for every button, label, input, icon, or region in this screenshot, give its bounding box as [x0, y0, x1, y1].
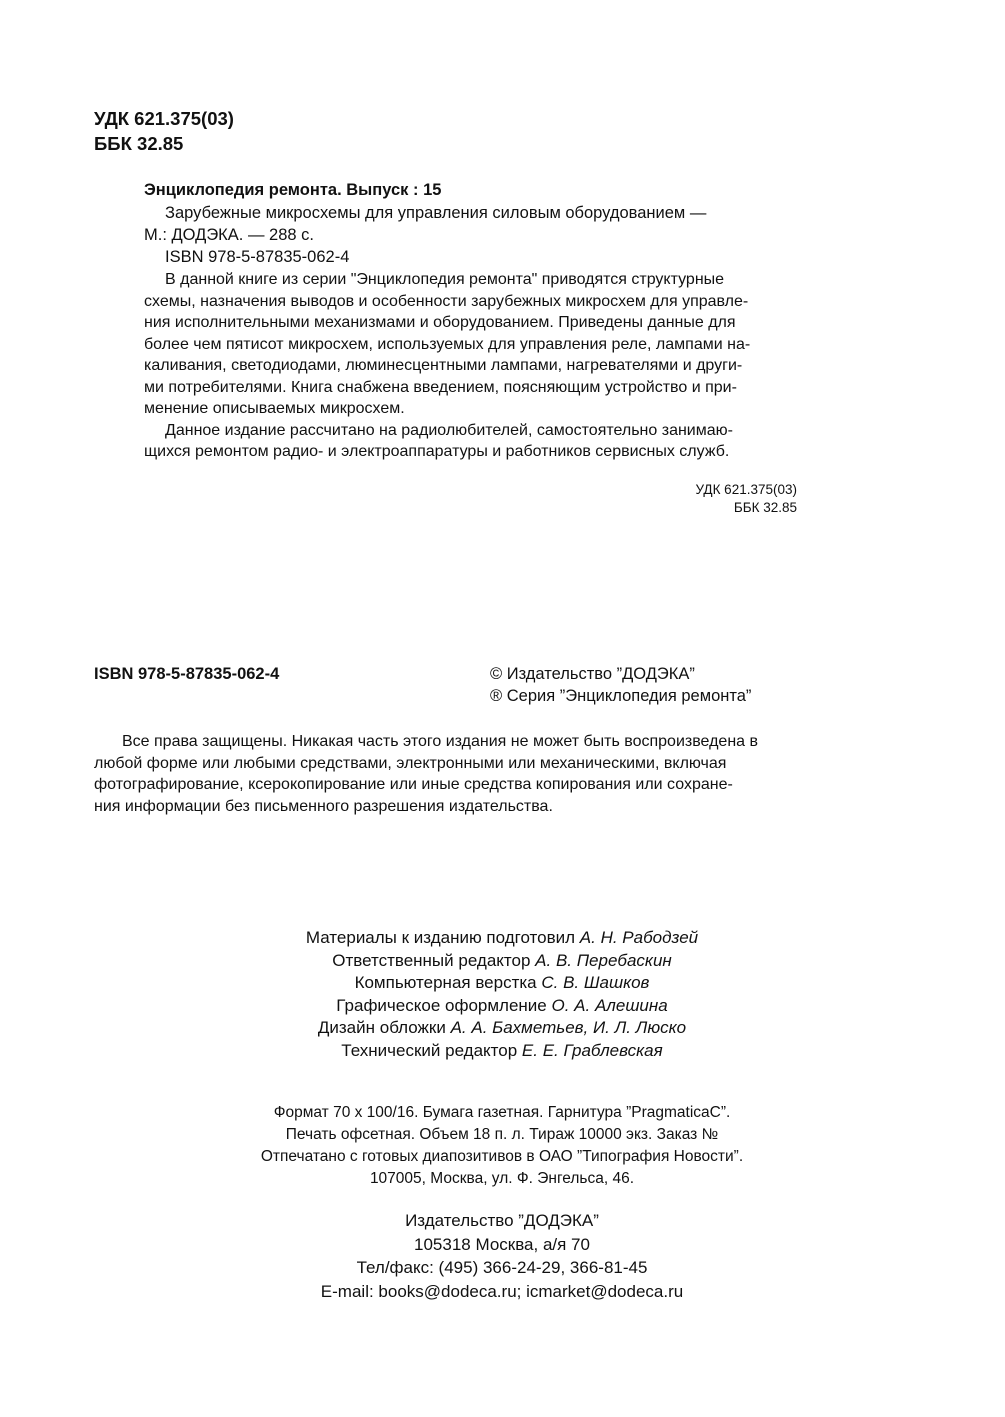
description-line: более чем пятисот микросхем, используемых для управления реле, лампами на-: [144, 335, 751, 353]
publisher-email: E-mail: books@dodeca.ru; icmarket@dodeca.ru: [320, 1281, 684, 1301]
abstract-classification: [600, 481, 797, 516]
description-line: ния исполнительными механизмами и оборудованием. Приведены данные для: [144, 314, 736, 331]
print-info-line: Печать офсетная. Объем 18 п. л. Тираж 10000 экз. Заказ №: [285, 1126, 719, 1143]
credit-role: Технический редактор: [341, 1040, 518, 1060]
abstract-line2: М.: ДОДЭКА. — 288 с.: [144, 226, 314, 244]
rights-line: Все права защищены. Никакая часть этого издания не может быть воспроизведена в: [122, 733, 759, 750]
print-info-line: Формат 70 х 100/16. Бумага газетная. Гарнитура ”PragmaticaC”.: [273, 1104, 731, 1121]
credits: [202, 927, 802, 1062]
credit-line: [202, 1040, 802, 1063]
description-line: схемы, назначения выводов и особенности зарубежных микросхем для управле-: [144, 292, 749, 310]
description-line: В данной книге из серии "Энциклопедия ремонта" приводятся структурные: [165, 271, 725, 288]
credit-name: А. Н. Рабодзей: [579, 928, 699, 947]
copyright-notice: © Издательство ”ДОДЭКА”: [490, 665, 695, 683]
rights-line: любой форме или любыми средствами, электронными или механическими, включая: [94, 754, 727, 772]
credit-line: [202, 1017, 802, 1040]
abstract-udk: УДК 621.375(03): [695, 482, 797, 497]
credit-name: О. А. Алешина: [551, 995, 668, 1015]
credit-role: Графическое оформление: [336, 995, 547, 1015]
print-info: [202, 1102, 802, 1190]
abstract-title: Энциклопедия ремонта. Выпуск : 15: [144, 181, 442, 199]
series-notice: ® Серия ”Энциклопедия ремонта”: [490, 687, 752, 705]
publisher-name: Издательство ”ДОДЭКА”: [405, 1211, 599, 1230]
credit-role: Ответственный редактор: [332, 950, 531, 970]
credit-line: [202, 972, 802, 995]
description-line: менение описываемых микросхем.: [144, 400, 405, 417]
header-bbk: ББК 32.85: [94, 133, 184, 154]
credit-line: [202, 927, 802, 950]
rights-line: фотографирование, ксерокопирование или иные средства копирования или сохране-: [94, 776, 733, 793]
rights-line: ния информации без письменного разрешения издательства.: [94, 797, 553, 815]
abstract-bbk: ББК 32.85: [733, 499, 797, 515]
publisher-phone: Тел/факс: (495) 366-24-29, 366-81-45: [356, 1258, 648, 1277]
credit-name: А. А. Бахметьев, И. Л. Люско: [450, 1018, 687, 1037]
credit-name: С. В. Шашков: [541, 973, 650, 992]
credit-role: Дизайн обложки: [317, 1018, 446, 1037]
audience-line: щихся ремонтом радио- и электроаппаратуры и работников сервисных служб.: [144, 443, 730, 460]
credit-role: Материалы к изданию подготовил: [305, 928, 576, 947]
credit-name: А. В. Перебаскин: [535, 950, 672, 970]
credit-line: [202, 995, 802, 1018]
abstract-line1: Зарубежные микросхемы для управления силовым оборудованием —: [165, 204, 707, 222]
isbn: ISBN 978-5-87835-062-4: [94, 665, 280, 683]
audience-line: Данное издание рассчитано на радиолюбителей, самостоятельно занимаю-: [165, 421, 733, 439]
print-info-line: 107005, Москва, ул. Ф. Энгельса, 46.: [369, 1170, 635, 1187]
credit-role: Компьютерная верстка: [354, 973, 537, 992]
header-classification: [94, 106, 234, 156]
credit-name: Е. Е. Граблевская: [521, 1040, 663, 1060]
publisher-address: 105318 Москва, а/я 70: [414, 1234, 590, 1254]
print-info-line: Отпечатано с готовых диапозитивов в ОАО ”Типография Новости”.: [260, 1148, 744, 1165]
header-udk: УДК 621.375(03): [94, 108, 234, 129]
description-line: ми потребителями. Книга снабжена введением, поясняющим устройство и при-: [144, 378, 737, 396]
rights-statement: [94, 731, 797, 817]
abstract-description: [144, 269, 797, 463]
publisher-info: [202, 1209, 802, 1303]
description-line: каливания, светодиодами, люминесцентными лампами, нагревателями и други-: [144, 357, 743, 374]
credit-line: [202, 950, 802, 973]
abstract-isbn: ISBN 978-5-87835-062-4: [165, 248, 350, 266]
